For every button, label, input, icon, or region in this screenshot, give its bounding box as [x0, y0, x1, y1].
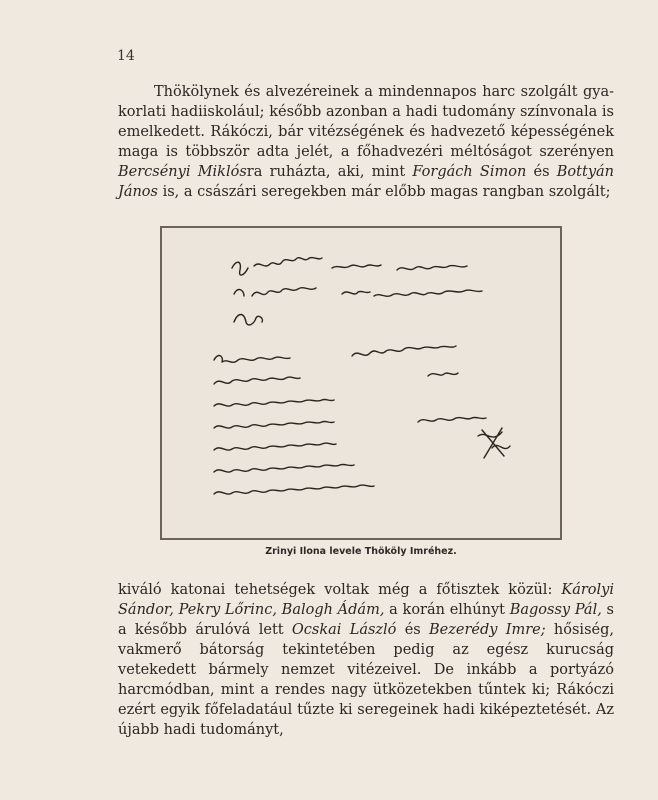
top-paragraph	[118, 82, 614, 202]
text-run: és	[526, 164, 557, 180]
figure-caption: Zrinyi Ilona levele Thököly Imréhez.	[265, 546, 457, 557]
italic-name: Károlyi Sándor, Pekry Lőrinc, Balogh Ádám,	[118, 582, 614, 618]
figure-frame	[160, 226, 562, 540]
text-run: is, a császári seregekben már előbb magas rangban szolgált;	[157, 184, 611, 200]
bottom-paragraph-block	[118, 580, 614, 740]
text-run: Thökölynek és alvezéreinek a mindennapos harc szolgált gyakorlati hadiiskolául; később azonban a hadi tudomány színvonala is emelkedett. Rákóczi, bár vitézségének és hadvezető képességének maga is többször adta jelét, a főhadvezéri méltóságot szerényen	[118, 84, 614, 160]
italic-name: Bottyán János	[118, 164, 614, 200]
bottom-paragraph	[118, 580, 614, 740]
text-run: és	[396, 622, 430, 638]
page-number: 14	[117, 48, 135, 64]
text-run: ra ruházta, aki, mint	[246, 164, 413, 180]
handwritten-letter-image	[162, 228, 560, 538]
text-run: hősiség, vakmerő bátorság tekintetében pedig az egész kurucság vetekedett bármely nemzet vitézeivel. De inkább a portyázó harcmódban, mint a rendes nagy ütközetekben tűntek ki; Rákóczi ezért egyik főfeladatául tűzte ki seregeinek hadi kiképeztetését. Az újabb hadi tudományt,	[118, 622, 614, 738]
italic-name: Bezerédy Imre;	[429, 622, 546, 638]
italic-name: Ocskai László	[291, 622, 397, 638]
top-paragraph-block	[118, 82, 614, 202]
italic-name: Forgách Simon	[412, 164, 527, 180]
italic-name: Bercsényi Miklós	[118, 164, 247, 180]
text-run: kiváló katonai tehetségek voltak még a főtisztek közül:	[118, 582, 562, 598]
text-run: s a később árulóvá lett	[118, 602, 615, 638]
italic-name: Bagossy Pál,	[509, 602, 602, 618]
text-run: a korán elhúnyt	[384, 602, 510, 618]
